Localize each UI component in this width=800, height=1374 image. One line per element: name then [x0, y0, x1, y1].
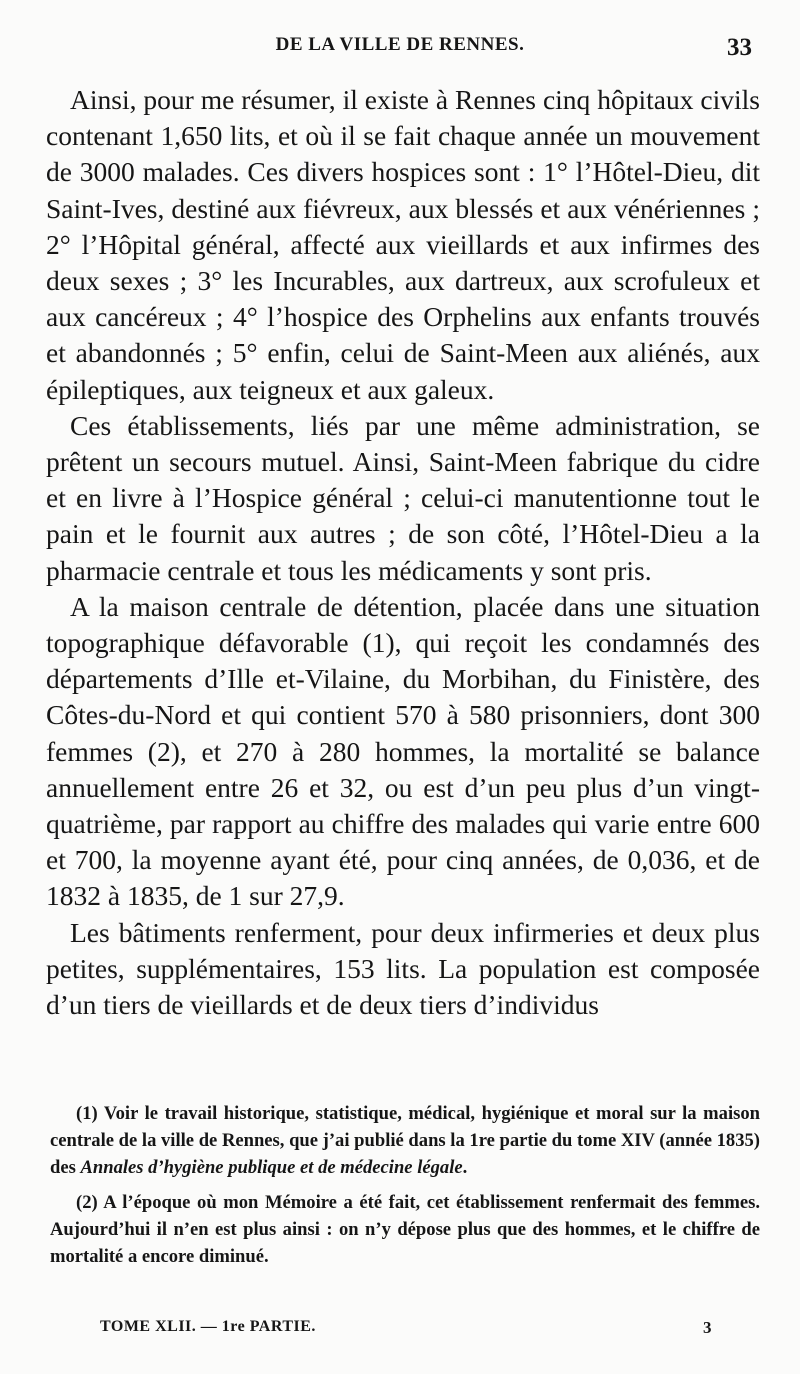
footnote-text: (1) Voir le travail historique, statistique, médical, hygiénique et moral sur la maison centrale de la ville de Rennes, que j’ai publié dans la 1re partie du tome XIV (année 1835) des — [50, 1103, 760, 1178]
footnote-journal-title: Annales d’hygiène publique et de médecine légale — [80, 1157, 463, 1178]
signature-mark: 3 — [703, 1318, 712, 1337]
paragraph: Ces établissements, liés par une même administration, se prêtent un secours mutuel. Ainsi, Saint-Meen fabrique du cidre et en livre à l’Hospice général ; celui-ci manutentionne tout le pain et le fournit aux autres ; de son côté, l’Hôtel-Dieu a la pharmacie centrale et tous les médicaments y sont pris. — [46, 409, 760, 586]
body-text — [46, 82, 760, 1023]
footnote — [50, 1100, 760, 1181]
paragraph: A la maison centrale de détention, placée dans une situation topographique défavorable (1), qui reçoit les condamnés des départements d’Ille et-Vilaine, du Morbihan, du Finistère, des Côtes-du-Nord et qui contient 570 à 580 prisonniers, dont 300 femmes (2), et 270 à 280 hommes, la mortalité se balance annuellement entre 26 et 32, ou est d’un peu plus d’un vingtquatrième, par rapport au chiffre des malades qui varie entre 600 et 700, la moyenne ayant été, pour cinq années, de 0,036, et de 1832 à 1835, de 1 sur 27,9. — [46, 590, 760, 912]
paragraph: Les bâtiments renferment, pour deux infirmeries et deux plus petites, supplémentaires, 153 lits. La population est composée d’un tiers de vieillards et de deux tiers d’individus — [46, 916, 760, 1021]
paragraph: Ainsi, pour me résumer, il existe à Rennes cinq hôpitaux civils contenant 1,650 lits, et où il se fait chaque année un mouvement de 3000 malades. Ces divers hospices sont : 1° l’Hôtel-Dieu, dit Saint-Ives, destiné aux fiévreux, aux blessés et aux vénériennes ; 2° l’Hôpital général, affecté aux vieillards et aux infirmes des deux sexes ; 3° les Incurables, aux dartreux, aux scrofuleux et aux cancéreux ; 4° l’hospice des Orphelins aux enfants trouvés et abandonnés ; 5° enfin, celui de Saint-Meen aux aliénés, aux épileptiques, aux teigneux et aux galeux. — [46, 84, 760, 405]
footnote-text: (2) A l’époque où mon Mémoire a été fait, cet établissement renfermait des femmes. Aujourd’hui il n’en est plus ainsi : on n’y dépose plus que des hommes, et le chiffre de mortalité a encore diminué. — [50, 1192, 760, 1267]
footnotes — [50, 1100, 760, 1278]
running-title: DE LA VILLE DE RENNES. — [275, 34, 525, 55]
page-number: 33 — [727, 34, 752, 61]
signature-volume: TOME XLII. — 1re PARTIE. — [100, 1318, 316, 1335]
footnote-text-end: . — [462, 1157, 468, 1178]
running-head — [48, 34, 752, 64]
footnote — [50, 1189, 760, 1270]
